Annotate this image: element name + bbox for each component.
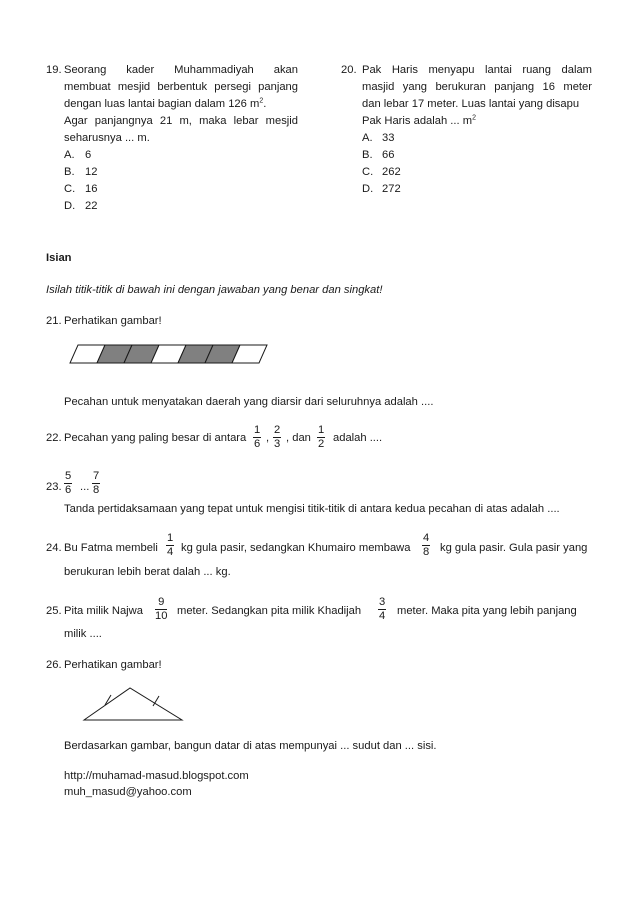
fraction: $\frac{4}{8}$ bbox=[423, 532, 430, 558]
question-line: Agar panjangnya 21 m, maka lebar mesjid bbox=[64, 115, 298, 127]
fraction: $\frac{1}{6}$ bbox=[254, 424, 261, 450]
fraction: $\frac{7}{8}$ bbox=[93, 470, 100, 496]
fraction: $\frac{2}{3}$ bbox=[274, 424, 281, 450]
footer-email[interactable]: muh_masud@yahoo.com bbox=[64, 786, 192, 798]
fraction: $\frac{3}{4}$ bbox=[379, 596, 386, 622]
question-line: seharusnya ... m. bbox=[64, 132, 150, 144]
triangle-shape bbox=[84, 688, 182, 720]
question-text: meter. Maka pita yang lebih panjang bbox=[397, 605, 577, 617]
option-text: 272 bbox=[382, 183, 401, 195]
option-letter: D. bbox=[64, 200, 76, 212]
option-letter: A. bbox=[64, 149, 75, 161]
option-text: 16 bbox=[85, 183, 98, 195]
option-letter: A. bbox=[362, 132, 373, 144]
option-text: 262 bbox=[382, 166, 401, 178]
fraction: $\frac{5}{6}$ bbox=[65, 470, 72, 496]
question-line: Pak Haris menyapu lantai ruang dalam bbox=[362, 64, 592, 76]
question-number: 26. bbox=[46, 659, 62, 671]
question-text: kg gula pasir, sedangkan Khumairo membawa bbox=[181, 542, 411, 554]
section-instruction: Isilah titik-titik di bawah ini dengan jawaban yang benar dan singkat! bbox=[46, 284, 383, 296]
question-line: Seorang kader Muhammadiyah akan bbox=[64, 64, 298, 76]
question-text: Pecahan untuk menyatakan daerah yang diarsir dari seluruhnya adalah .... bbox=[64, 396, 434, 408]
option-letter: B. bbox=[362, 149, 373, 161]
question-number: 19. bbox=[46, 64, 62, 76]
question-text: milik .... bbox=[64, 628, 102, 640]
separator: , bbox=[266, 432, 270, 444]
question-intro: Perhatikan gambar! bbox=[64, 315, 162, 327]
separator: , dan bbox=[286, 432, 311, 444]
section-title: Isian bbox=[46, 252, 72, 264]
fraction: $\frac{9}{10}$ bbox=[155, 596, 168, 622]
fraction: $\frac{1}{4}$ bbox=[167, 532, 174, 558]
option-letter: C. bbox=[64, 183, 76, 195]
option-text: 6 bbox=[85, 149, 92, 161]
question-text: Tanda pertidaksamaan yang tepat untuk mengisi titik-titik di antara kedua pecahan di atas adalah .... bbox=[64, 503, 560, 515]
footer-url[interactable]: http://muhamad-masud.blogspot.com bbox=[64, 770, 249, 782]
option-text: 22 bbox=[85, 200, 98, 212]
question-text: Bu Fatma membeli bbox=[64, 542, 158, 554]
question-line: Pak Haris adalah ... $m^2$ bbox=[362, 114, 476, 127]
question-text-prefix: Pecahan yang paling besar di antara bbox=[64, 432, 247, 444]
question-text: Pita milik Najwa bbox=[64, 605, 143, 617]
question-text: meter. Sedangkan pita milik Khadijah bbox=[177, 605, 362, 617]
question-number: 24. bbox=[46, 542, 62, 554]
question-text: berukuran lebih berat dalah ... kg. bbox=[64, 566, 231, 578]
question-text-suffix: adalah .... bbox=[333, 432, 383, 444]
question-line: masjid yang berukuran panjang 16 meter bbox=[362, 81, 592, 93]
question-line: dengan luas lantai bagian dalam 126 $m^2$. bbox=[64, 97, 267, 110]
question-number: 23. bbox=[46, 481, 62, 493]
fraction: $\frac{1}{2}$ bbox=[318, 424, 325, 450]
question-number: 22. bbox=[46, 432, 62, 444]
question-line: dan lebar 17 meter. Luas lantai yang disapu bbox=[362, 98, 580, 110]
shaded-bar-figure bbox=[66, 342, 278, 366]
question-number: 20. bbox=[341, 64, 357, 76]
option-text: 12 bbox=[85, 166, 98, 178]
question-number: 25. bbox=[46, 605, 62, 617]
option-letter: C. bbox=[362, 166, 374, 178]
question-line: membuat mesjid berbentuk persegi panjang bbox=[64, 81, 298, 93]
option-text: 33 bbox=[382, 132, 395, 144]
option-text: 66 bbox=[382, 149, 395, 161]
question-number: 21. bbox=[46, 315, 62, 327]
dots: ... bbox=[80, 481, 90, 493]
isosceles-triangle-figure bbox=[80, 684, 190, 724]
option-letter: D. bbox=[362, 183, 374, 195]
question-intro: Perhatikan gambar! bbox=[64, 659, 162, 671]
question-text: Berdasarkan gambar, bangun datar di atas mempunyai ... sudut dan ... sisi. bbox=[64, 740, 437, 752]
option-letter: B. bbox=[64, 166, 75, 178]
question-text: kg gula pasir. Gula pasir yang bbox=[440, 542, 588, 554]
